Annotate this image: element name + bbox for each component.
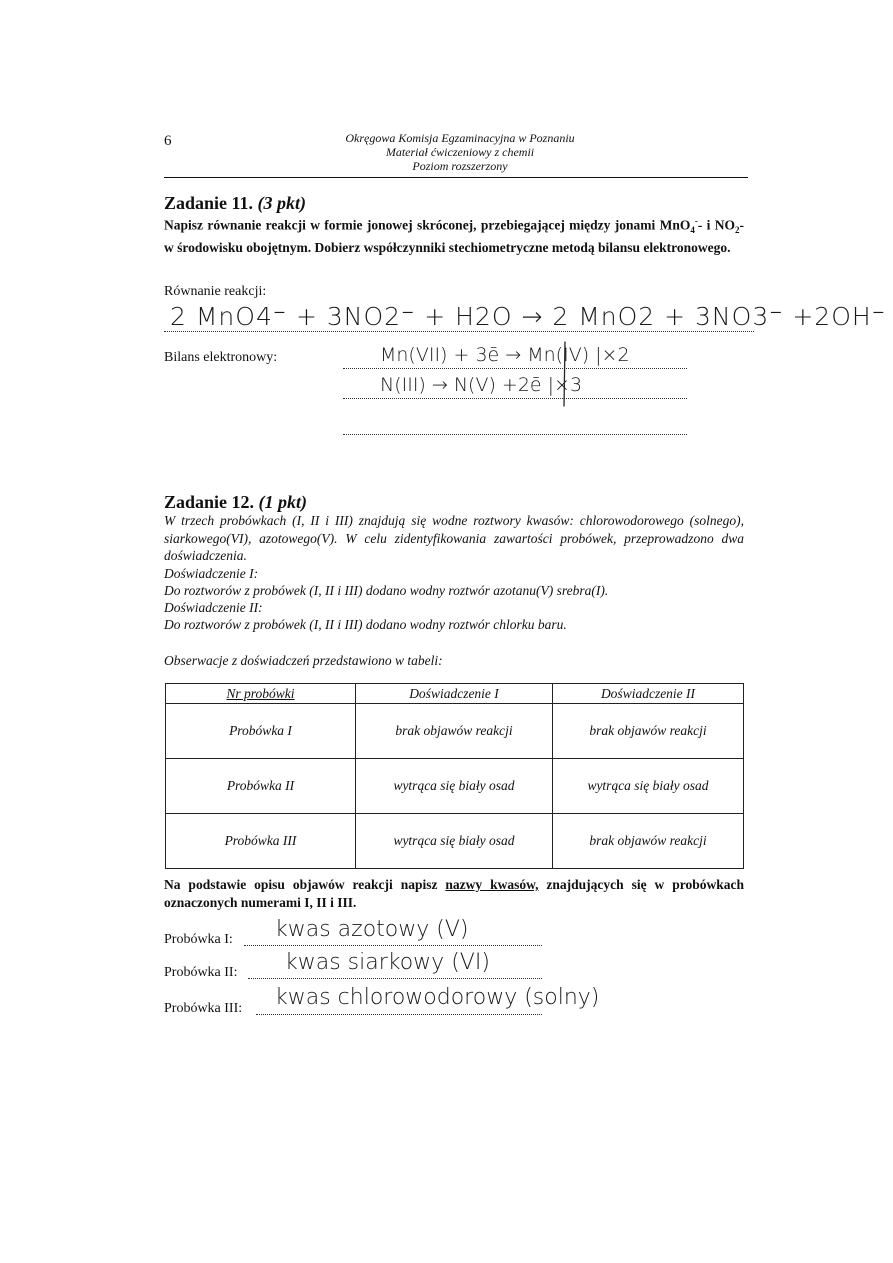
table-cell: brak objawów reakcji	[553, 704, 744, 759]
task11-instruction: Napisz równanie reakcji w formie jonowej skróconej, przebiegającej między jonami MnO$_4$-- i $NO_2-$ w środowisku obojętnym. Dobierz współczynniki stechiometryczne metodą bilansu elektronowego.	[164, 216, 744, 256]
table-header-row	[166, 684, 744, 704]
answer-line-3	[256, 1014, 542, 1015]
table-cell: brak objawów reakcji	[356, 704, 553, 759]
observations-intro: Obserwacje z doświadczeń przedstawiono w tabeli:	[164, 653, 443, 668]
table-cell: wytrąca się biały osad	[553, 759, 744, 814]
table-cell: wytrąca się biały osad	[356, 814, 553, 869]
task11-instruction-part: - w środowisku obojętnym. Dobierz współczynniki stechiometryczne metodą bilansu elektronowego.	[164, 217, 744, 256]
page-header	[260, 131, 660, 173]
handwritten-answer-2: kwas siarkowy (VI)	[285, 950, 490, 975]
task11-instruction-part: - i NO	[697, 217, 735, 233]
answer-label-3: Probówka III:	[164, 1001, 243, 1016]
task12-question-emphasis: nazwy kwasów,	[445, 877, 539, 892]
header-line-1: Okręgowa Komisja Egzaminacyjna w Poznaniu	[345, 131, 575, 145]
handwritten-balance-divider	[560, 340, 570, 410]
task11-title-text: Zadanie 11.	[164, 193, 254, 213]
task12-title-text: Zadanie 12.	[164, 492, 255, 512]
table-row	[166, 759, 744, 814]
balance-line-1	[343, 368, 687, 369]
table-header-text: Nr probówki	[226, 685, 295, 701]
answer-line-2	[248, 978, 542, 979]
handwritten-equation: 2 MnO4⁻ + 3NO2⁻ + H2O → 2 MnO2 + 3NO3⁻ +2OH⁻	[170, 302, 886, 331]
table-cell: Probówka III	[166, 814, 356, 869]
task11-instruction-sub: 4	[690, 225, 695, 236]
task11-points: (3 pkt)	[257, 193, 307, 213]
table-header	[166, 684, 356, 704]
task12-intro: W trzech probówkach (I, II i III) znajdują się wodne roztwory kwasów: chlorowodorowego (solnego), siarkowego(VI), azotowego(V). W celu zidentyfikowania zawartości probówek, przeprowadzono dwa doświadczenia.	[164, 513, 744, 563]
task12-title	[164, 492, 307, 513]
table-cell: wytrąca się biały osad	[356, 759, 553, 814]
exp1-text: Do roztworów z probówek (I, II i III) dodano wodny roztwór azotanu(V) srebra(I).	[164, 583, 609, 598]
task12-points: (1 pkt)	[258, 492, 308, 512]
table-cell: brak objawów reakcji	[553, 814, 744, 869]
table-header: Doświadczenie II	[553, 684, 744, 704]
table-row	[166, 814, 744, 869]
handwritten-balance-1: Mn(VII) + 3ē → Mn(IV) |×2	[380, 344, 630, 366]
exp1-title: Doświadczenie I:	[164, 566, 259, 581]
table-cell: Probówka I	[166, 704, 356, 759]
page-number: 6	[164, 133, 172, 149]
answer-label-2: Probówka II:	[164, 965, 238, 980]
balance-line-3	[343, 434, 687, 435]
header-line-2: Materiał ćwiczeniowy z chemii	[385, 145, 535, 159]
table-cell: Probówka II	[166, 759, 356, 814]
reaction-label: Równanie reakcji:	[164, 284, 267, 299]
task12-question	[164, 876, 744, 912]
task11-title	[164, 193, 306, 214]
task12-question-part: Na podstawie opisu objawów reakcji napisz	[164, 877, 438, 892]
exp2-text: Do roztworów z probówek (I, II i III) dodano wodny roztwór chlorku baru.	[164, 617, 567, 632]
observations-table	[165, 683, 744, 869]
table-row	[166, 704, 744, 759]
table-header: Doświadczenie I	[356, 684, 553, 704]
reaction-answer-line	[164, 331, 754, 332]
header-line-3: Poziom rozszerzony	[412, 159, 508, 173]
handwritten-answer-1: kwas azotowy (V)	[275, 917, 469, 942]
header-divider	[164, 177, 748, 178]
task12-question-part: znajdujących się w probówkach oznaczonych numerami I, II i III.	[164, 877, 744, 910]
answer-line-1	[244, 945, 542, 946]
handwritten-answer-3: kwas chlorowodorowy (solny)	[275, 985, 600, 1010]
balance-label: Bilans elektronowy:	[164, 350, 278, 365]
balance-line-2	[343, 398, 687, 399]
handwritten-balance-2: N(III) → N(V) +2ē |×3	[380, 374, 583, 396]
exp2-title: Doświadczenie II:	[164, 600, 263, 615]
task11-instruction-part: Napisz równanie reakcji w formie jonowej skróconej, przebiegającej między jonami MnO	[164, 217, 691, 233]
answer-label-1: Probówka I:	[164, 932, 233, 947]
task11-instruction-sub: 2	[735, 225, 740, 236]
